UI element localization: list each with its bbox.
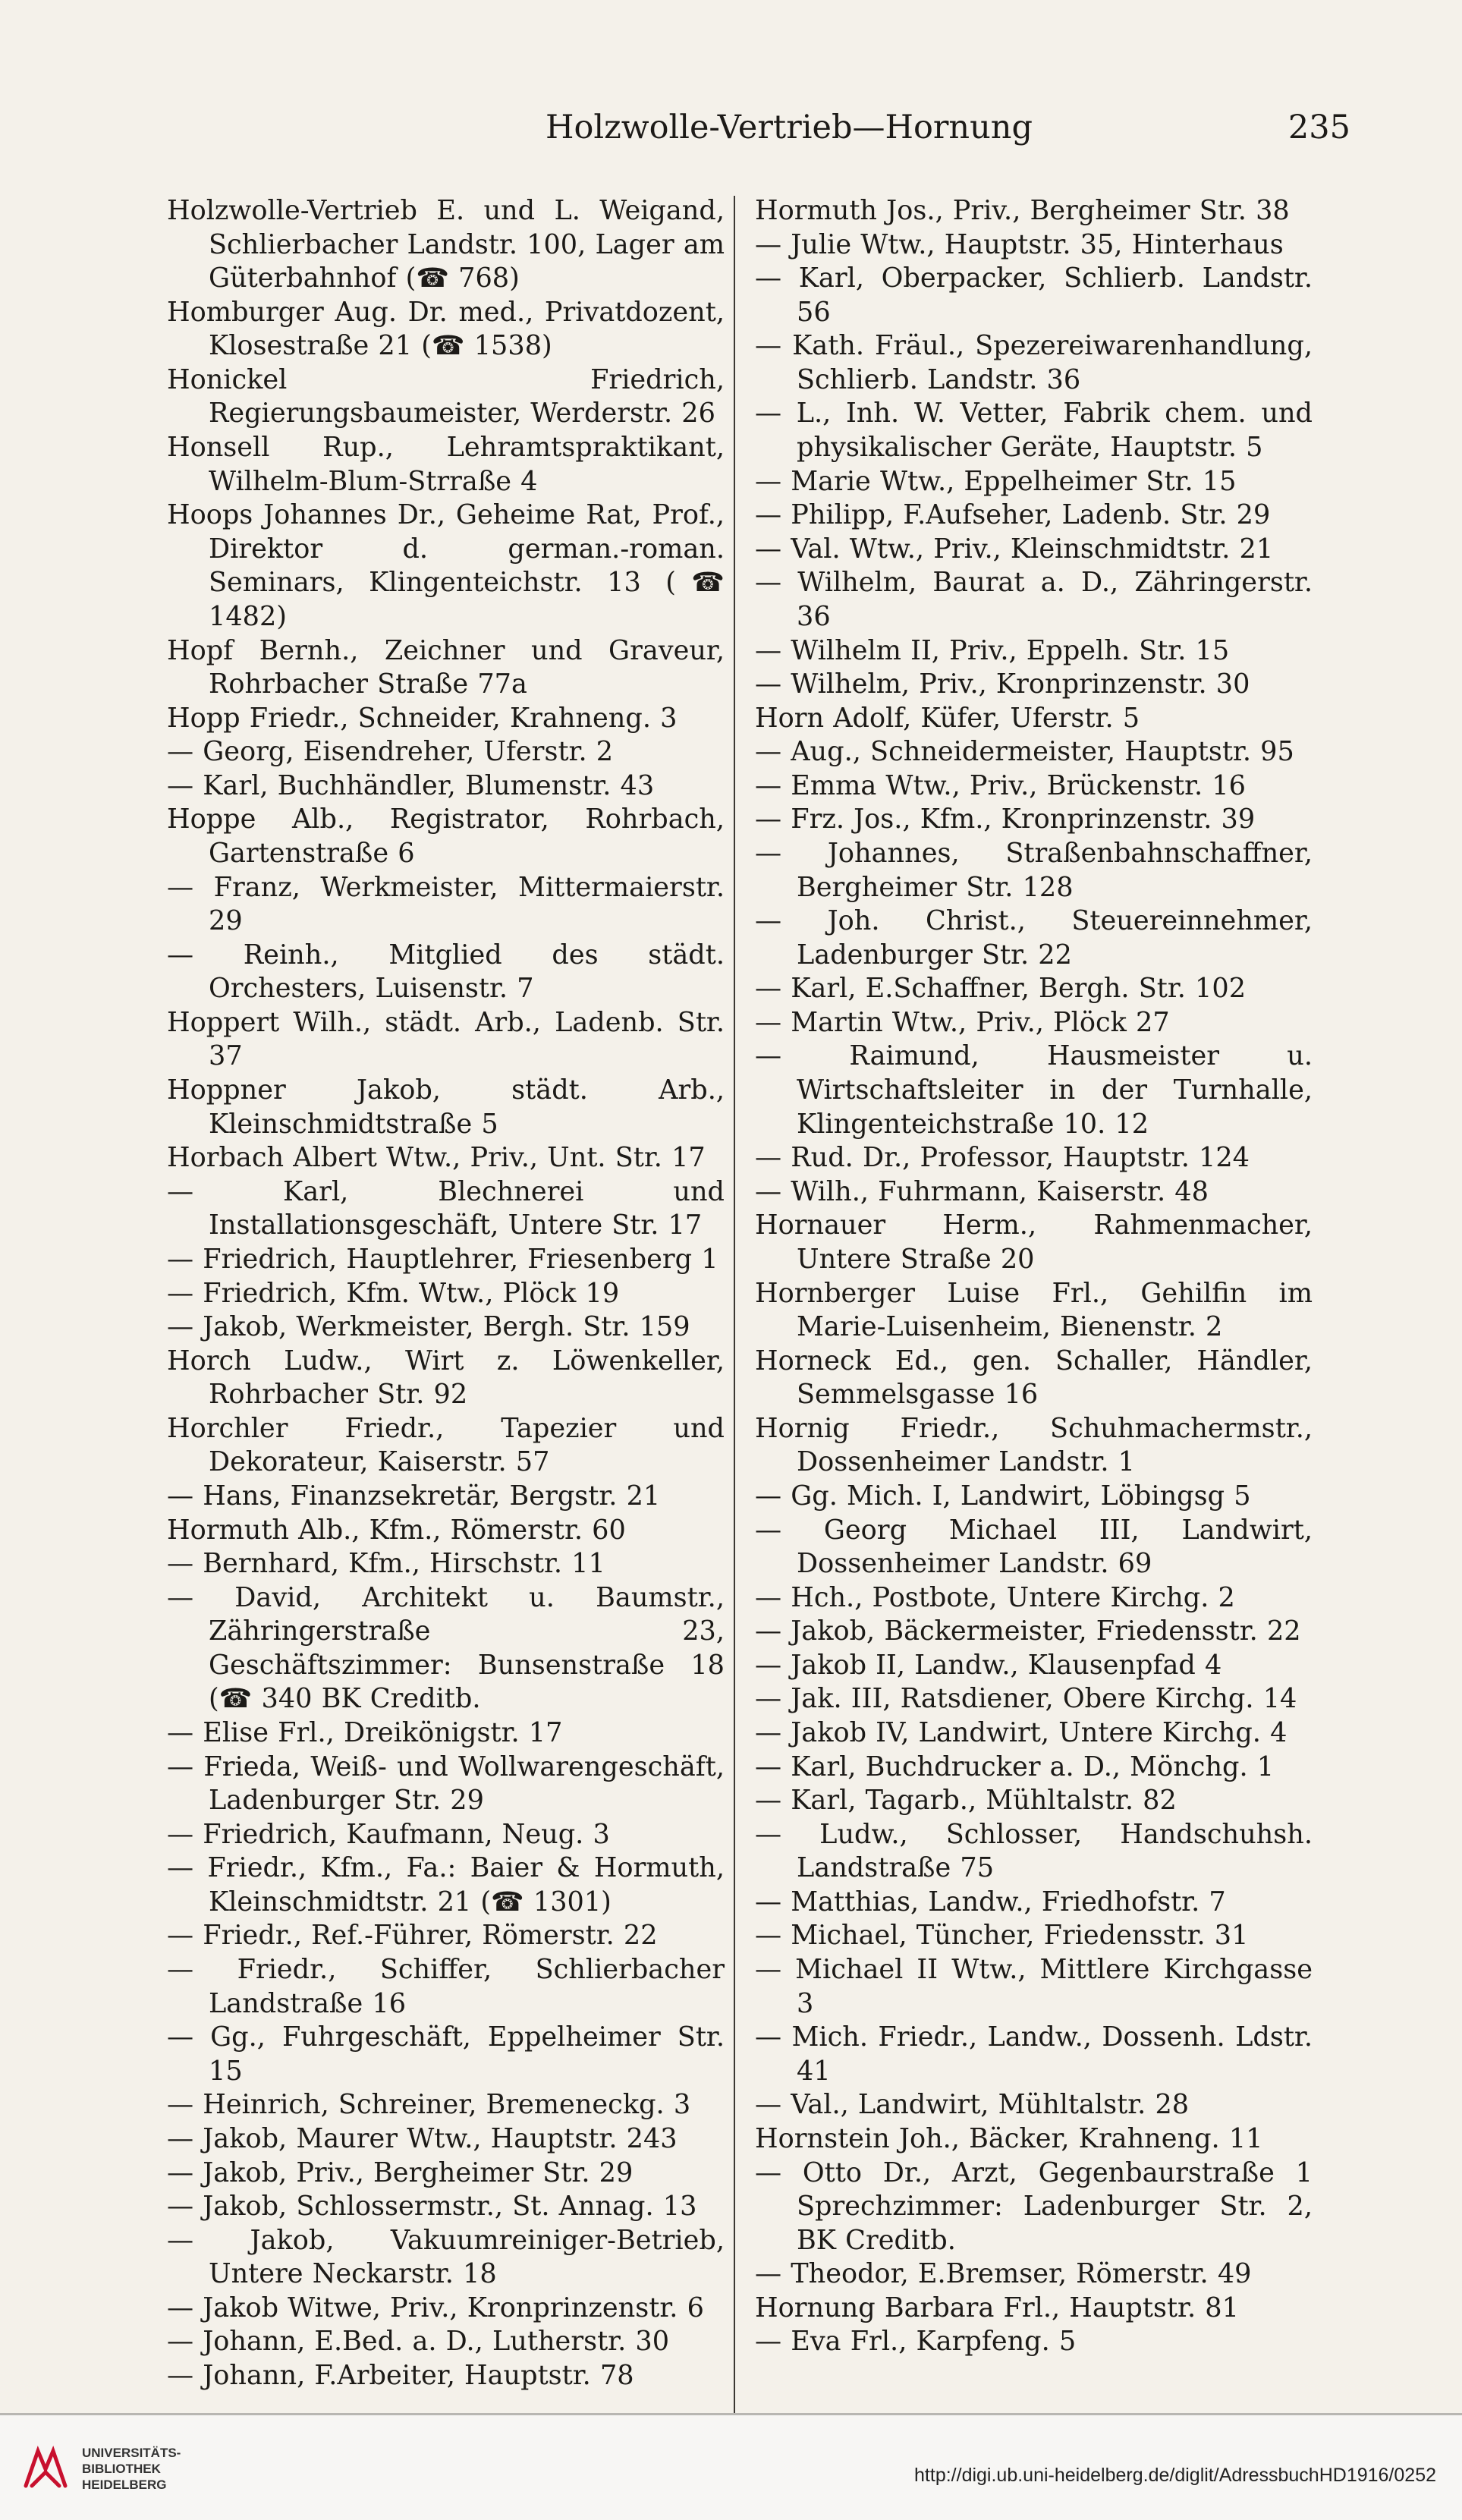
directory-entry: Hornung Barbara Frl., Hauptstr. 81 xyxy=(755,2292,1239,2323)
directory-entry: Holzwolle-Vertrieb E. und L. Weigand, Schlierbacher Landstr. 100, Lager am Güterbahnhof (☎ 768) xyxy=(167,195,725,294)
directory-entry: — Emma Wtw., Priv., Brückenstr. 16 xyxy=(755,769,1246,801)
directory-entry: Homburger Aug. Dr. med., Privatdozent, Klosestraße 21 (☎ 1538) xyxy=(167,296,725,362)
logo-line-2: BIBLIOTHEK xyxy=(82,2462,161,2476)
directory-entry: — Raimund, Hausmeister u. Wirtschaftsleiter in der Turnhalle, Klingenteichstraße 10. 12 xyxy=(755,1040,1313,1140)
directory-entry: — Michael II Wtw., Mittlere Kirchgasse 3 xyxy=(755,1954,1313,2019)
column-divider xyxy=(734,196,735,2427)
directory-entry: — Jakob IV, Landwirt, Untere Kirchg. 4 xyxy=(755,1717,1288,1749)
directory-entry: Hoppert Wilh., städt. Arb., Ladenb. Str. 37 xyxy=(167,1006,725,1072)
directory-entry: — Hans, Finanzsekretär, Bergstr. 21 xyxy=(167,1480,661,1512)
directory-entry: Horch Ludw., Wirt z. Löwenkeller, Rohrbacher Str. 92 xyxy=(167,1345,725,1411)
directory-entry: — Kath. Fräul., Spezereiwarenhandlung, Schlierb. Landstr. 36 xyxy=(755,330,1313,395)
directory-entry: — Philipp, F.Aufseher, Ladenb. Str. 29 xyxy=(755,499,1271,531)
directory-entry: — Karl, Tagarb., Mühltalstr. 82 xyxy=(755,1785,1177,1817)
directory-entry: — Karl, Oberpacker, Schlierb. Landstr. 56 xyxy=(755,263,1313,328)
directory-entry: — Friedr., Ref.-Führer, Römerstr. 22 xyxy=(167,1920,658,1952)
directory-entry: Horchler Friedr., Tapezier und Dekorateur, Kaiserstr. 57 xyxy=(167,1412,725,1478)
directory-entry: Hoppe Alb., Registrator, Rohrbach, Gartenstraße 6 xyxy=(167,804,725,869)
left-column xyxy=(167,194,725,2393)
directory-entry: — Heinrich, Schreiner, Bremeneckg. 3 xyxy=(167,2089,691,2121)
directory-entry: — Frieda, Weiß- und Wollwarengeschäft, Ladenburger Str. 29 xyxy=(167,1751,725,1817)
directory-entry: — Johannes, Straßenbahnschaffner, Bergheimer Str. 128 xyxy=(755,837,1313,903)
directory-entry: — Julie Wtw., Hauptstr. 35, Hinterhaus xyxy=(755,228,1284,260)
directory-entry: — Johann, F.Arbeiter, Hauptstr. 78 xyxy=(167,2360,634,2391)
directory-entry: Hoops Johannes Dr., Geheime Rat, Prof., Direktor d. german.-roman. Seminars, Klingenteichstr. 13 (☎ 1482) xyxy=(167,499,725,632)
directory-entry: — Martin Wtw., Priv., Plöck 27 xyxy=(755,1006,1170,1038)
directory-entry: — Georg Michael III, Landwirt, Dossenheimer Landstr. 69 xyxy=(755,1514,1313,1580)
directory-entry: — Gg., Fuhrgeschäft, Eppelheimer Str. 15 xyxy=(167,2021,725,2087)
directory-entry: — Michael, Tüncher, Friedensstr. 31 xyxy=(755,1920,1249,1952)
directory-entry: Hopf Bernh., Zeichner und Graveur, Rohrbacher Straße 77a xyxy=(167,634,725,700)
directory-entry: — Karl, Buchdrucker a. D., Mönchg. 1 xyxy=(755,1751,1275,1782)
directory-entry: Hoppner Jakob, städt. Arb., Kleinschmidtstraße 5 xyxy=(167,1074,725,1140)
directory-entry: — Friedr., Schiffer, Schlierbacher Landstraße 16 xyxy=(167,1954,725,2019)
directory-entry: — Jakob, Schlossermstr., St. Annag. 13 xyxy=(167,2191,697,2223)
library-logo-icon xyxy=(18,2439,73,2493)
directory-entry: Horneck Ed., gen. Schaller, Händler, Semmelsgasse 16 xyxy=(755,1345,1313,1411)
directory-entry: — Jakob, Maurer Wtw., Hauptstr. 243 xyxy=(167,2122,678,2154)
directory-entry: — Jakob, Priv., Bergheimer Str. 29 xyxy=(167,2157,634,2188)
directory-entry: — Karl, Buchhändler, Blumenstr. 43 xyxy=(167,769,655,801)
directory-entry: — Jakob, Bäckermeister, Friedensstr. 22 xyxy=(755,1616,1301,1647)
directory-entry: — Val. Wtw., Priv., Kleinschmidtstr. 21 xyxy=(755,533,1274,565)
directory-entry: Hopp Friedr., Schneider, Krahneng. 3 xyxy=(167,702,678,734)
directory-entry: — Marie Wtw., Eppelheimer Str. 15 xyxy=(755,465,1237,497)
right-column xyxy=(755,194,1313,2359)
directory-entry: — Karl, Blechnerei und Installationsgeschäft, Untere Str. 17 xyxy=(167,1175,725,1241)
directory-entry: — Jak. III, Ratsdiener, Obere Kirchg. 14 xyxy=(755,1683,1297,1715)
directory-entry: Hornauer Herm., Rahmenmacher, Untere Straße 20 xyxy=(755,1210,1313,1275)
directory-entry: Hornberger Luise Frl., Gehilfin im Marie-Luisenheim, Bienenstr. 2 xyxy=(755,1277,1313,1343)
directory-entry: — Gg. Mich. I, Landwirt, Löbingsg 5 xyxy=(755,1480,1251,1512)
directory-entry: — Val., Landwirt, Mühltalstr. 28 xyxy=(755,2089,1190,2121)
directory-entry: — Hch., Postbote, Untere Kirchg. 2 xyxy=(755,1581,1235,1613)
page-number: 235 xyxy=(1288,109,1350,146)
directory-entry: — Wilhelm, Baurat a. D., Zähringerstr. 36 xyxy=(755,567,1313,632)
directory-entry: — Friedrich, Kfm. Wtw., Plöck 19 xyxy=(167,1277,620,1309)
directory-entry: — Elise Frl., Dreikönigstr. 17 xyxy=(167,1717,563,1749)
directory-entry: Hormuth Alb., Kfm., Römerstr. 60 xyxy=(167,1514,626,1546)
logo-line-3: HEIDELBERG xyxy=(82,2478,167,2492)
directory-entry: Hornstein Joh., Bäcker, Krahneng. 11 xyxy=(755,2122,1263,2154)
directory-entry: — Eva Frl., Karpfeng. 5 xyxy=(755,2326,1077,2358)
directory-entry: — David, Architekt u. Baumstr., Zähringerstraße 23, Geschäftszimmer: Bunsenstraße 18 (☎ 340 BK Creditb. xyxy=(167,1581,725,1715)
directory-entry: — Wilhelm, Priv., Kronprinzenstr. 30 xyxy=(755,669,1250,700)
directory-entry: — Mich. Friedr., Landw., Dossenh. Ldstr. 41 xyxy=(755,2021,1313,2087)
directory-entry: — Jakob, Werkmeister, Bergh. Str. 159 xyxy=(167,1311,690,1343)
directory-entry: — Friedrich, Hauptlehrer, Friesenberg 1 xyxy=(167,1243,718,1275)
logo-line-1: UNIVERSITÄTS- xyxy=(82,2446,181,2460)
directory-entry: — Jakob, Vakuumreiniger-Betrieb, Untere Neckarstr. 18 xyxy=(167,2224,725,2290)
directory-entry: — Aug., Schneidermeister, Hauptstr. 95 xyxy=(755,736,1294,768)
directory-entry: Honsell Rup., Lehramtspraktikant, Wilhelm-Blum-Strraße 4 xyxy=(167,432,725,497)
running-header xyxy=(228,105,1350,150)
directory-entry: — Bernhard, Kfm., Hirschstr. 11 xyxy=(167,1548,605,1580)
library-logo-text xyxy=(82,2445,181,2493)
directory-entry: — Friedr., Kfm., Fa.: Baier & Hormuth, Kleinschmidtstr. 21 (☎ 1301) xyxy=(167,1852,725,1918)
directory-entry: Honickel Friedrich, Regierungsbaumeister, Werderstr. 26 xyxy=(167,363,725,429)
page-title: Holzwolle-Vertrieb—Hornung xyxy=(545,109,1033,146)
directory-entry: — Georg, Eisendreher, Uferstr. 2 xyxy=(167,736,614,768)
directory-entry: — Reinh., Mitglied des städt. Orchesters, Luisenstr. 7 xyxy=(167,939,725,1005)
directory-entry: — Karl, E.Schaffner, Bergh. Str. 102 xyxy=(755,973,1247,1005)
directory-entry: — Theodor, E.Bremser, Römerstr. 49 xyxy=(755,2258,1252,2290)
directory-entry: — Franz, Werkmeister, Mittermaierstr. 29 xyxy=(167,871,725,937)
directory-entry: Hornig Friedr., Schuhmachermstr., Dossenheimer Landstr. 1 xyxy=(755,1412,1313,1478)
directory-entry: Hormuth Jos., Priv., Bergheimer Str. 38 xyxy=(755,195,1290,226)
directory-entry: — Friedrich, Kaufmann, Neug. 3 xyxy=(167,1818,610,1850)
directory-entry: — Otto Dr., Arzt, Gegenbaurstraße 1 Sprechzimmer: Ladenburger Str. 2, BK Creditb. xyxy=(755,2157,1313,2256)
directory-entry: — Ludw., Schlosser, Handschuhsh. Landstraße 75 xyxy=(755,1818,1313,1884)
directory-entry: Horn Adolf, Küfer, Uferstr. 5 xyxy=(755,702,1140,734)
directory-entry: — L., Inh. W. Vetter, Fabrik chem. und physikalischer Geräte, Hauptstr. 5 xyxy=(755,398,1313,464)
directory-entry: — Rud. Dr., Professor, Hauptstr. 124 xyxy=(755,1142,1250,1174)
directory-entry: — Matthias, Landw., Friedhofstr. 7 xyxy=(755,1886,1226,1918)
directory-entry: — Wilh., Fuhrmann, Kaiserstr. 48 xyxy=(755,1175,1209,1207)
directory-entry: — Joh. Christ., Steuereinnehmer, Ladenburger Str. 22 xyxy=(755,905,1313,971)
directory-entry: Horbach Albert Wtw., Priv., Unt. Str. 17 xyxy=(167,1142,706,1174)
source-url-link[interactable]: http://digi.ub.uni-heidelberg.de/diglit/AdressbuchHD1916/0252 xyxy=(914,2465,1436,2486)
directory-entry: — Wilhelm II, Priv., Eppelh. Str. 15 xyxy=(755,634,1230,666)
directory-entry: — Johann, E.Bed. a. D., Lutherstr. 30 xyxy=(167,2326,670,2358)
directory-entry: — Jakob II, Landw., Klausenpfad 4 xyxy=(755,1649,1222,1681)
directory-entry: — Jakob Witwe, Priv., Kronprinzenstr. 6 xyxy=(167,2292,704,2323)
directory-entry: — Frz. Jos., Kfm., Kronprinzenstr. 39 xyxy=(755,804,1256,835)
